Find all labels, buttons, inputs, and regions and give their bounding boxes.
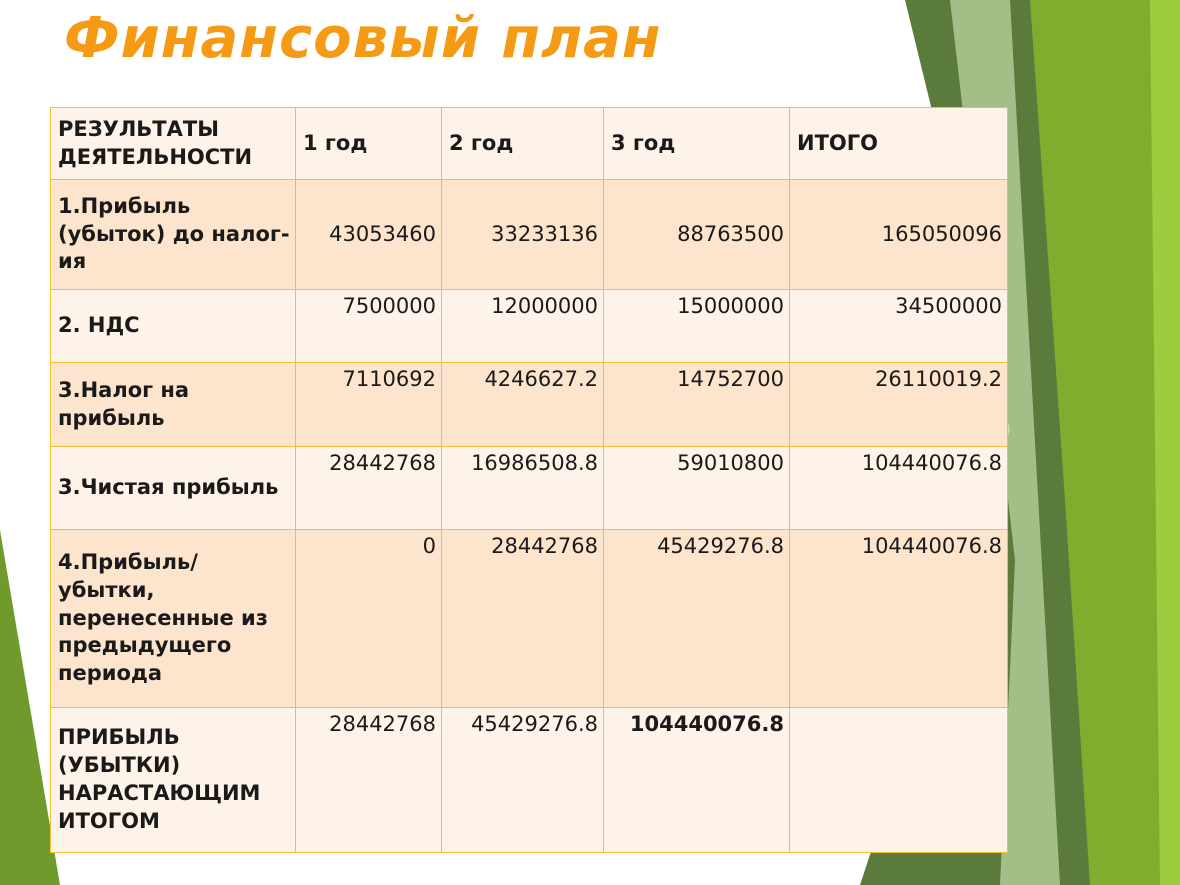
- row-label-profit-tax: 3.Налог на прибыль: [51, 363, 296, 447]
- table-cell: 14752700: [604, 363, 790, 447]
- table-cell: 45429276.8: [604, 530, 790, 708]
- table-row: [51, 290, 1008, 363]
- table-cell: 165050096: [790, 180, 1008, 290]
- table-cell: 15000000: [604, 290, 790, 363]
- table-cell: 4246627.2: [442, 363, 604, 447]
- header-cell-total: ИТОГО: [790, 108, 1008, 180]
- table-cell: 26110019.2: [790, 363, 1008, 447]
- table-cell: 16986508.8: [442, 447, 604, 530]
- table-cell: 104440076.8: [790, 530, 1008, 708]
- table-cell: 104440076.8: [604, 708, 790, 853]
- row-label-cumulative-profit: ПРИБЫЛЬ (УБЫТКИ) НАРАСТАЮЩИМ ИТОГОМ: [51, 708, 296, 853]
- table-cell: 28442768: [296, 708, 442, 853]
- table-cell: 43053460: [296, 180, 442, 290]
- table-cell: 7110692: [296, 363, 442, 447]
- financial-plan-table: [50, 107, 1008, 853]
- header-cell-results: РЕЗУЛЬТАТЫ ДЕЯТЕЛЬНОСТИ: [51, 108, 296, 180]
- table-row: [51, 447, 1008, 530]
- row-label-net-profit: 3.Чистая прибыль: [51, 447, 296, 530]
- table-cell: 7500000: [296, 290, 442, 363]
- header-cell-year-3: 3 год: [604, 108, 790, 180]
- table-row: [51, 180, 1008, 290]
- table-cell: 104440076.8: [790, 447, 1008, 530]
- table-cell: [790, 708, 1008, 853]
- slide-title: Финансовый план: [64, 6, 662, 71]
- table-row: [51, 708, 1008, 853]
- row-label-vat: 2. НДС: [51, 290, 296, 363]
- table-cell: 12000000: [442, 290, 604, 363]
- table-cell: 34500000: [790, 290, 1008, 363]
- table-cell: 59010800: [604, 447, 790, 530]
- table-cell: 0: [296, 530, 442, 708]
- table-cell: 45429276.8: [442, 708, 604, 853]
- header-cell-year-1: 1 год: [296, 108, 442, 180]
- table-cell: 33233136: [442, 180, 604, 290]
- table-cell: 28442768: [296, 447, 442, 530]
- table-header-row: [51, 108, 1008, 180]
- table-cell: 88763500: [604, 180, 790, 290]
- row-label-carried-forward: 4.Прибыль/убытки, перенесенные из предыдущего периода: [51, 530, 296, 708]
- table-cell: 28442768: [442, 530, 604, 708]
- table-row: [51, 530, 1008, 708]
- row-label-profit-before-tax: 1.Прибыль (убыток) до налог-ия: [51, 180, 296, 290]
- table-row: [51, 363, 1008, 447]
- header-cell-year-2: 2 год: [442, 108, 604, 180]
